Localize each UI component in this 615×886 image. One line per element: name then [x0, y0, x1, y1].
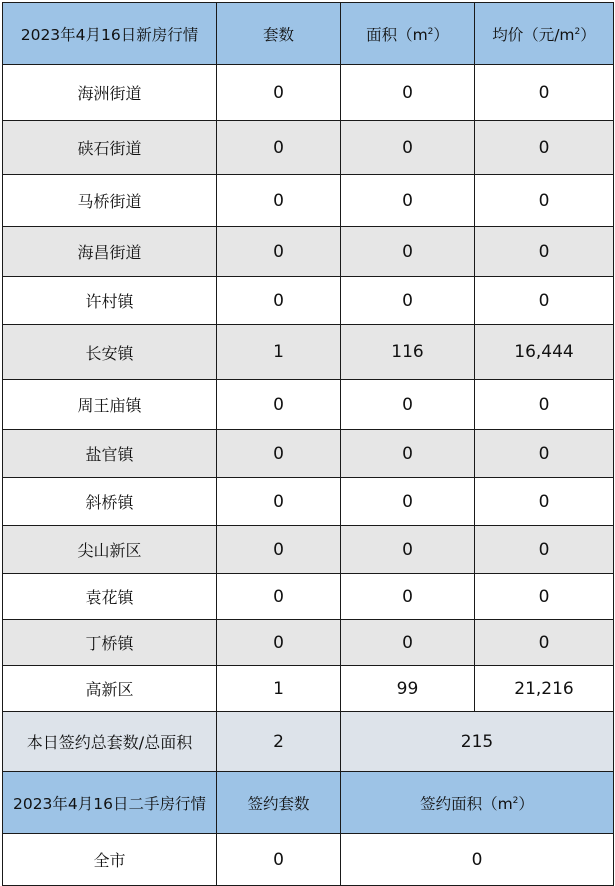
units-cell: 0: [217, 227, 341, 277]
district-name-cell: 马桥街道: [3, 175, 217, 227]
area-cell: 0: [341, 526, 475, 574]
price-header-sup: 2: [574, 26, 581, 37]
district-name-cell: 尖山新区: [3, 526, 217, 574]
price-header-close: ）: [580, 25, 596, 44]
price-header-text: 均价（元/m: [492, 25, 575, 44]
area-cell: 0: [341, 121, 475, 175]
price-cell: 0: [475, 65, 614, 121]
units-header: 套数: [217, 3, 341, 65]
units-cell: 0: [217, 574, 341, 620]
second-hand-row: [3, 834, 614, 886]
signed-area-header-close: ）: [518, 794, 534, 813]
second-hand-header-row: [3, 772, 614, 834]
units-cell: 0: [217, 65, 341, 121]
table-row: [3, 430, 614, 478]
total-row: [3, 712, 614, 772]
new-house-header-row: [3, 3, 614, 65]
area-header-text: 面积（m: [366, 25, 428, 44]
area-cell: 99: [341, 666, 475, 712]
units-cell: 0: [217, 121, 341, 175]
district-name-cell: 许村镇: [3, 277, 217, 325]
city-name-cell: 全市: [3, 834, 217, 886]
price-cell: 0: [475, 430, 614, 478]
table-row: [3, 277, 614, 325]
area-cell: 0: [341, 65, 475, 121]
price-cell: 0: [475, 478, 614, 526]
price-cell: 0: [475, 620, 614, 666]
price-header: [475, 3, 614, 65]
price-cell: 0: [475, 227, 614, 277]
area-cell: 0: [341, 227, 475, 277]
price-cell: 0: [475, 574, 614, 620]
district-name-cell: 袁花镇: [3, 574, 217, 620]
district-name-cell: 长安镇: [3, 325, 217, 380]
housing-market-table: [2, 2, 614, 886]
units-cell: 0: [217, 526, 341, 574]
district-name-cell: 海洲街道: [3, 65, 217, 121]
area-header-close: ）: [433, 25, 449, 44]
price-cell: 16,444: [475, 325, 614, 380]
signed-area-cell: 0: [341, 834, 614, 886]
price-cell: 0: [475, 175, 614, 227]
table-row: [3, 478, 614, 526]
price-cell: 0: [475, 277, 614, 325]
table-row: [3, 65, 614, 121]
price-cell: 0: [475, 121, 614, 175]
table-row: [3, 526, 614, 574]
signed-units-cell: 0: [217, 834, 341, 886]
price-cell: 0: [475, 380, 614, 430]
units-cell: 1: [217, 666, 341, 712]
table-row: [3, 325, 614, 380]
area-cell: 0: [341, 175, 475, 227]
signed-area-header-sup: 2: [512, 795, 519, 806]
table-row: [3, 574, 614, 620]
table-row: [3, 380, 614, 430]
second-hand-title: 2023年4月16日二手房行情: [3, 772, 217, 834]
area-cell: 0: [341, 478, 475, 526]
new-house-title: 2023年4月16日新房行情: [3, 3, 217, 65]
area-cell: 0: [341, 277, 475, 325]
table-row: [3, 666, 614, 712]
area-cell: 0: [341, 574, 475, 620]
table-row: [3, 620, 614, 666]
price-cell: 0: [475, 526, 614, 574]
units-cell: 0: [217, 430, 341, 478]
signed-area-header: [341, 772, 614, 834]
price-cell: 21,216: [475, 666, 614, 712]
units-cell: 0: [217, 620, 341, 666]
table-row: [3, 175, 614, 227]
district-name-cell: 高新区: [3, 666, 217, 712]
signed-units-header: 签约套数: [217, 772, 341, 834]
total-area: 215: [341, 712, 614, 772]
total-label: 本日签约总套数/总面积: [3, 712, 217, 772]
area-cell: 116: [341, 325, 475, 380]
district-name-cell: 斜桥镇: [3, 478, 217, 526]
units-cell: 0: [217, 478, 341, 526]
units-cell: 0: [217, 380, 341, 430]
district-name-cell: 硖石街道: [3, 121, 217, 175]
area-header-sup: 2: [427, 26, 434, 37]
district-name-cell: 丁桥镇: [3, 620, 217, 666]
area-cell: 0: [341, 380, 475, 430]
district-name-cell: 周王庙镇: [3, 380, 217, 430]
units-cell: 0: [217, 175, 341, 227]
table-row: [3, 121, 614, 175]
area-header: [341, 3, 475, 65]
signed-area-header-text: 签约面积（m: [420, 794, 513, 813]
units-cell: 0: [217, 277, 341, 325]
district-name-cell: 海昌街道: [3, 227, 217, 277]
area-cell: 0: [341, 430, 475, 478]
area-cell: 0: [341, 620, 475, 666]
district-name-cell: 盐官镇: [3, 430, 217, 478]
units-cell: 1: [217, 325, 341, 380]
total-units: 2: [217, 712, 341, 772]
table-row: [3, 227, 614, 277]
